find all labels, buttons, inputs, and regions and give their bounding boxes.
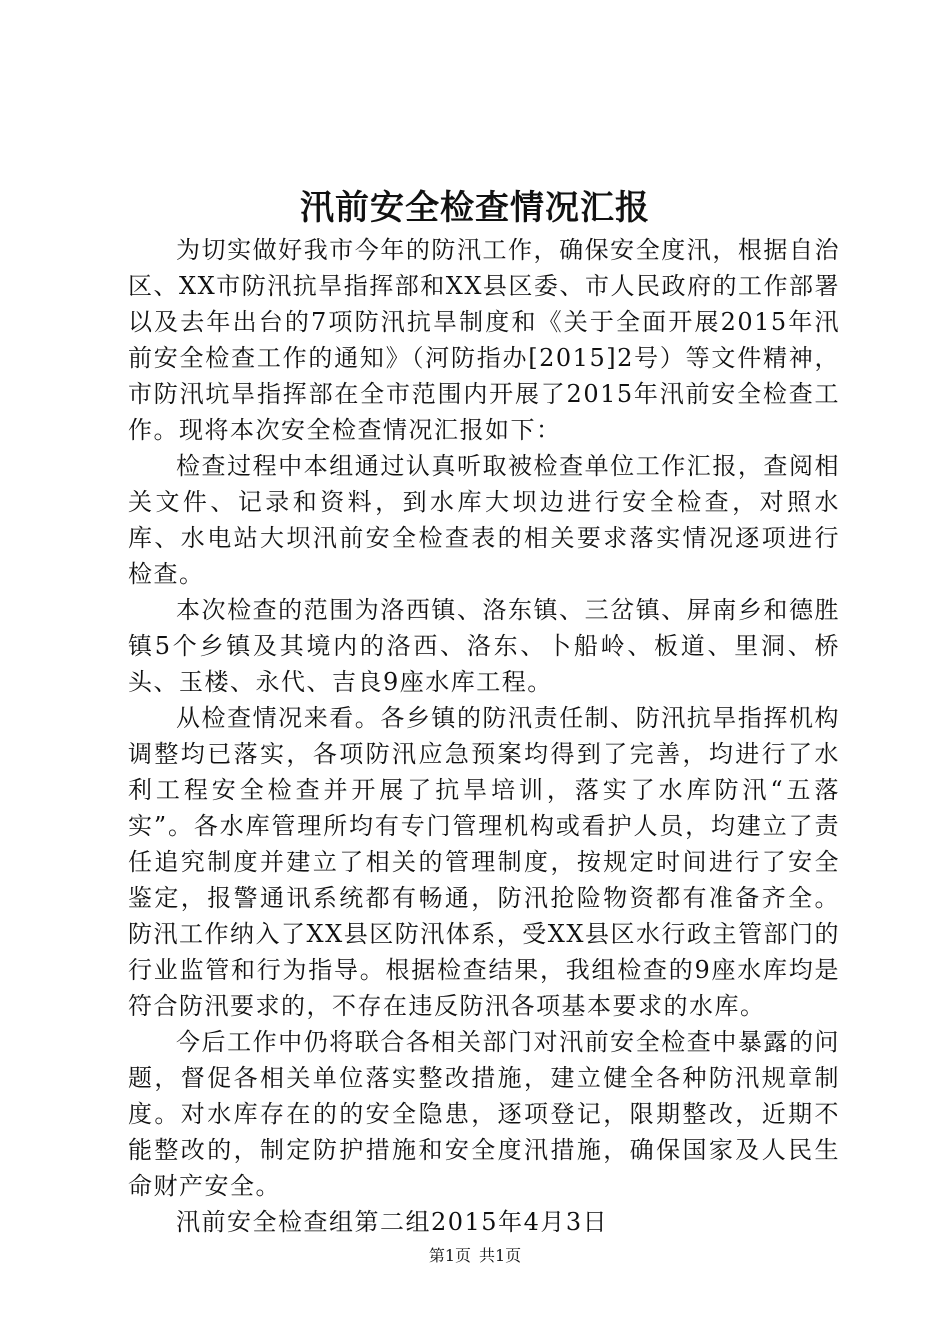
page-footer xyxy=(0,1246,950,1266)
signature-line: 汛前安全检查组第二组2015年4月3日 xyxy=(176,1208,609,1236)
page-number: 第1页 xyxy=(428,1246,471,1265)
document-title: 汛前安全检查情况汇报 xyxy=(300,188,650,228)
page-total: 共1页 xyxy=(479,1246,522,1265)
paragraph-intro: 为切实做好我市今年的防汛工作，确保安全度汛，根据自治区、XX市防汛抗旱指挥部和XX县区委、市人民政府的工作部署以及去年出台的7项防汛抗旱制度和《关于全面开展2015年汛前安全检查工作的通知》（河防指办[2015]2号）等文件精神，市防汛坑旱指挥部在全市范围内开展了2015年汛前安全检查工作。现将本次安全检查情况汇报如下： xyxy=(128,236,840,444)
paragraph-findings: 从检查情况来看。各乡镇的防汛责任制、防汛抗旱指挥机构调整均已落实，各项防汛应急预案均得到了完善，均进行了水利工程安全检查并开展了抗旱培训，落实了水库防汛“五落实”。各水库管理所均有专门管理机构或看护人员，均建立了责任追究制度并建立了相关的管理制度，按规定时间进行了安全鉴定，报警通讯系统都有畅通，防汛抢险物资都有准备齐全。防汛工作纳入了XX县区防汛体系，受XX县区水行政主管部门的行业监管和行为指导。根据检查结果，我组检查的9座水库均是符合防汛要求的，不存在违反防汛各项基本要求的水库。 xyxy=(128,704,840,1020)
paragraph-scope: 本次检查的范围为洛西镇、洛东镇、三岔镇、屏南乡和德胜镇5个乡镇及其境内的洛西、洛东、卜船岭、板道、里洞、桥头、玉楼、永代、吉良9座水库工程。 xyxy=(128,596,840,696)
paragraph-next-steps: 今后工作中仍将联合各相关部门对汛前安全检查中暴露的问题，督促各相关单位落实整改措施，建立健全各种防汛规章制度。对水库存在的的安全隐患，逐项登记，限期整改，近期不能整改的，制定防护措施和安全度汛措施，确保国家及人民生命财产安全。 xyxy=(128,1028,840,1200)
paragraph-process: 检查过程中本组通过认真听取被检查单位工作汇报，查阅相关文件、记录和资料，到水库大坝边进行安全检查，对照水库、水电站大坝汛前安全检查表的相关要求落实情况逐项进行检查。 xyxy=(128,452,840,588)
document-body xyxy=(128,232,840,1240)
